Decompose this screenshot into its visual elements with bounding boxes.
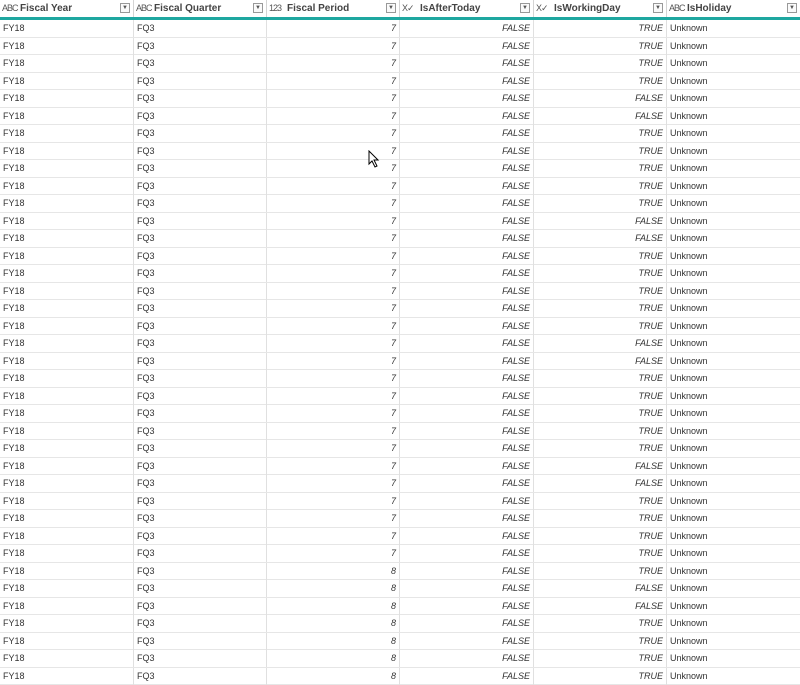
cell-fiscal-quarter[interactable]: FQ3 [134, 598, 267, 615]
table-row[interactable] [0, 213, 800, 231]
cell-fiscal-quarter[interactable]: FQ3 [134, 528, 267, 545]
cell-is-working-day[interactable]: FALSE [534, 458, 667, 475]
number-type-icon[interactable]: 123 [269, 0, 281, 17]
cell-is-holiday[interactable]: Unknown [667, 300, 800, 317]
cell-is-holiday[interactable]: Unknown [667, 108, 800, 125]
cell-fiscal-year[interactable]: FY18 [0, 125, 134, 142]
cell-fiscal-quarter[interactable]: FQ3 [134, 55, 267, 72]
column-header-fiscal-period[interactable] [267, 0, 400, 17]
cell-fiscal-year[interactable]: FY18 [0, 598, 134, 615]
table-row[interactable] [0, 335, 800, 353]
filter-dropdown-icon[interactable]: ▼ [787, 3, 797, 13]
cell-is-working-day[interactable]: FALSE [534, 475, 667, 492]
cell-is-after-today[interactable]: FALSE [400, 545, 534, 562]
cell-is-holiday[interactable]: Unknown [667, 248, 800, 265]
cell-is-holiday[interactable]: Unknown [667, 475, 800, 492]
cell-is-working-day[interactable]: TRUE [534, 370, 667, 387]
column-header-is-after-today[interactable] [400, 0, 534, 17]
cell-fiscal-period[interactable]: 7 [267, 213, 400, 230]
cell-fiscal-period[interactable]: 7 [267, 335, 400, 352]
cell-fiscal-period[interactable]: 8 [267, 580, 400, 597]
cell-is-holiday[interactable]: Unknown [667, 580, 800, 597]
cell-is-after-today[interactable]: FALSE [400, 160, 534, 177]
table-row[interactable] [0, 405, 800, 423]
cell-is-working-day[interactable]: TRUE [534, 563, 667, 580]
cell-is-after-today[interactable]: FALSE [400, 353, 534, 370]
cell-is-holiday[interactable]: Unknown [667, 195, 800, 212]
cell-fiscal-quarter[interactable]: FQ3 [134, 265, 267, 282]
cell-fiscal-year[interactable]: FY18 [0, 668, 134, 685]
cell-is-holiday[interactable]: Unknown [667, 615, 800, 632]
cell-is-holiday[interactable]: Unknown [667, 388, 800, 405]
cell-is-holiday[interactable]: Unknown [667, 528, 800, 545]
cell-fiscal-quarter[interactable]: FQ3 [134, 650, 267, 667]
cell-is-after-today[interactable]: FALSE [400, 493, 534, 510]
cell-fiscal-period[interactable]: 7 [267, 475, 400, 492]
cell-fiscal-quarter[interactable]: FQ3 [134, 668, 267, 685]
cell-fiscal-year[interactable]: FY18 [0, 493, 134, 510]
cell-is-holiday[interactable]: Unknown [667, 598, 800, 615]
cell-is-after-today[interactable]: FALSE [400, 580, 534, 597]
column-header-label: IsWorkingDay [554, 0, 621, 17]
cell-is-after-today[interactable]: FALSE [400, 563, 534, 580]
column-header-label: Fiscal Quarter [154, 0, 221, 17]
text-type-icon[interactable]: ABC [669, 0, 685, 17]
cell-fiscal-period[interactable]: 7 [267, 160, 400, 177]
cell-is-holiday[interactable]: Unknown [667, 73, 800, 90]
cell-is-working-day[interactable]: TRUE [534, 160, 667, 177]
cell-is-working-day[interactable]: TRUE [534, 248, 667, 265]
table-row[interactable] [0, 90, 800, 108]
cell-fiscal-period[interactable]: 7 [267, 73, 400, 90]
table-row[interactable] [0, 55, 800, 73]
table-row[interactable] [0, 178, 800, 196]
cell-is-after-today[interactable]: FALSE [400, 405, 534, 422]
cell-is-after-today[interactable]: FALSE [400, 370, 534, 387]
table-row[interactable] [0, 615, 800, 633]
cell-fiscal-quarter[interactable]: FQ3 [134, 353, 267, 370]
cell-is-working-day[interactable]: FALSE [534, 353, 667, 370]
cell-fiscal-period[interactable]: 7 [267, 370, 400, 387]
grid-body [0, 20, 800, 685]
cell-fiscal-year[interactable]: FY18 [0, 580, 134, 597]
cell-is-working-day[interactable]: FALSE [534, 213, 667, 230]
table-row[interactable] [0, 563, 800, 581]
logical-type-icon[interactable]: X✓ [402, 0, 414, 17]
cell-fiscal-period[interactable]: 8 [267, 615, 400, 632]
cell-fiscal-period[interactable]: 7 [267, 20, 400, 37]
cell-fiscal-period[interactable]: 7 [267, 108, 400, 125]
cell-is-holiday[interactable]: Unknown [667, 265, 800, 282]
cell-is-after-today[interactable]: FALSE [400, 125, 534, 142]
cell-fiscal-year[interactable]: FY18 [0, 353, 134, 370]
cell-is-after-today[interactable]: FALSE [400, 510, 534, 527]
table-row[interactable] [0, 20, 800, 38]
cell-fiscal-period[interactable]: 8 [267, 563, 400, 580]
cell-fiscal-period[interactable]: 7 [267, 388, 400, 405]
cell-fiscal-period[interactable]: 7 [267, 458, 400, 475]
cell-is-working-day[interactable]: TRUE [534, 318, 667, 335]
cell-fiscal-year[interactable]: FY18 [0, 545, 134, 562]
cell-is-working-day[interactable]: TRUE [534, 650, 667, 667]
column-header-is-working-day[interactable] [534, 0, 667, 17]
cell-fiscal-quarter[interactable]: FQ3 [134, 20, 267, 37]
cell-fiscal-year[interactable]: FY18 [0, 458, 134, 475]
cell-fiscal-period[interactable]: 7 [267, 55, 400, 72]
cell-fiscal-year[interactable]: FY18 [0, 615, 134, 632]
cell-is-working-day[interactable]: TRUE [534, 528, 667, 545]
table-row[interactable] [0, 423, 800, 441]
column-header-is-holiday[interactable] [667, 0, 800, 17]
cell-is-holiday[interactable]: Unknown [667, 213, 800, 230]
table-row[interactable] [0, 633, 800, 651]
cell-fiscal-period[interactable]: 7 [267, 283, 400, 300]
text-type-icon[interactable]: ABC [2, 0, 18, 17]
cell-is-holiday[interactable]: Unknown [667, 230, 800, 247]
cell-fiscal-quarter[interactable]: FQ3 [134, 160, 267, 177]
cell-is-holiday[interactable]: Unknown [667, 370, 800, 387]
cell-fiscal-quarter[interactable]: FQ3 [134, 248, 267, 265]
cell-fiscal-period[interactable]: 7 [267, 265, 400, 282]
cell-is-after-today[interactable]: FALSE [400, 178, 534, 195]
cell-is-holiday[interactable]: Unknown [667, 38, 800, 55]
column-header-label: IsHoliday [687, 0, 731, 17]
cell-fiscal-period[interactable]: 7 [267, 248, 400, 265]
cell-is-after-today[interactable]: FALSE [400, 38, 534, 55]
cell-fiscal-quarter[interactable]: FQ3 [134, 90, 267, 107]
table-row[interactable] [0, 125, 800, 143]
column-header-fiscal-quarter[interactable] [134, 0, 267, 17]
cell-fiscal-year[interactable]: FY18 [0, 143, 134, 160]
cell-fiscal-period[interactable]: 7 [267, 423, 400, 440]
cell-fiscal-year[interactable]: FY18 [0, 248, 134, 265]
cell-fiscal-year[interactable]: FY18 [0, 265, 134, 282]
table-row[interactable] [0, 370, 800, 388]
table-row[interactable] [0, 458, 800, 476]
cell-is-after-today[interactable]: FALSE [400, 668, 534, 685]
cell-fiscal-quarter[interactable]: FQ3 [134, 283, 267, 300]
cell-is-holiday[interactable]: Unknown [667, 650, 800, 667]
table-row[interactable] [0, 160, 800, 178]
cell-is-working-day[interactable]: FALSE [534, 230, 667, 247]
filter-dropdown-icon[interactable]: ▼ [520, 3, 530, 13]
cell-fiscal-period[interactable]: 8 [267, 633, 400, 650]
cell-is-after-today[interactable]: FALSE [400, 615, 534, 632]
table-row[interactable] [0, 195, 800, 213]
table-row[interactable] [0, 143, 800, 161]
cell-is-working-day[interactable]: TRUE [534, 388, 667, 405]
cell-fiscal-quarter[interactable]: FQ3 [134, 195, 267, 212]
cell-is-holiday[interactable]: Unknown [667, 668, 800, 685]
cell-is-working-day[interactable]: TRUE [534, 300, 667, 317]
cell-fiscal-year[interactable]: FY18 [0, 510, 134, 527]
cell-fiscal-year[interactable]: FY18 [0, 283, 134, 300]
cell-fiscal-year[interactable]: FY18 [0, 178, 134, 195]
cell-is-working-day[interactable]: TRUE [534, 283, 667, 300]
cell-fiscal-quarter[interactable]: FQ3 [134, 300, 267, 317]
cell-is-working-day[interactable]: TRUE [534, 178, 667, 195]
cell-fiscal-year[interactable]: FY18 [0, 370, 134, 387]
cell-fiscal-quarter[interactable]: FQ3 [134, 545, 267, 562]
cell-fiscal-year[interactable]: FY18 [0, 528, 134, 545]
cell-fiscal-period[interactable]: 8 [267, 598, 400, 615]
cell-fiscal-year[interactable]: FY18 [0, 38, 134, 55]
cell-fiscal-year[interactable]: FY18 [0, 423, 134, 440]
cell-is-working-day[interactable]: TRUE [534, 38, 667, 55]
cell-fiscal-year[interactable]: FY18 [0, 160, 134, 177]
cell-fiscal-period[interactable]: 8 [267, 668, 400, 685]
table-row[interactable] [0, 248, 800, 266]
cell-is-holiday[interactable]: Unknown [667, 633, 800, 650]
cell-is-after-today[interactable]: FALSE [400, 143, 534, 160]
cell-is-working-day[interactable]: FALSE [534, 108, 667, 125]
cell-is-holiday[interactable]: Unknown [667, 55, 800, 72]
cell-is-after-today[interactable]: FALSE [400, 528, 534, 545]
cell-fiscal-period[interactable]: 7 [267, 90, 400, 107]
cell-fiscal-quarter[interactable]: FQ3 [134, 580, 267, 597]
cell-is-working-day[interactable]: TRUE [534, 405, 667, 422]
column-header-label: IsAfterToday [420, 0, 480, 17]
filter-dropdown-icon[interactable]: ▼ [386, 3, 396, 13]
cell-fiscal-quarter[interactable]: FQ3 [134, 633, 267, 650]
cell-fiscal-year[interactable]: FY18 [0, 335, 134, 352]
cell-fiscal-year[interactable]: FY18 [0, 563, 134, 580]
cell-is-after-today[interactable]: FALSE [400, 423, 534, 440]
cell-is-working-day[interactable]: TRUE [534, 633, 667, 650]
cell-fiscal-quarter[interactable]: FQ3 [134, 563, 267, 580]
cell-fiscal-quarter[interactable]: FQ3 [134, 493, 267, 510]
cell-fiscal-quarter[interactable]: FQ3 [134, 213, 267, 230]
column-header-label: Fiscal Period [287, 0, 349, 17]
cell-is-holiday[interactable]: Unknown [667, 283, 800, 300]
cell-is-after-today[interactable]: FALSE [400, 335, 534, 352]
cell-fiscal-year[interactable]: FY18 [0, 300, 134, 317]
cell-is-working-day[interactable]: TRUE [534, 493, 667, 510]
cell-fiscal-year[interactable]: FY18 [0, 73, 134, 90]
cell-is-after-today[interactable]: FALSE [400, 318, 534, 335]
cell-fiscal-period[interactable]: 7 [267, 510, 400, 527]
cell-is-working-day[interactable]: TRUE [534, 615, 667, 632]
cell-is-after-today[interactable]: FALSE [400, 195, 534, 212]
cell-fiscal-period[interactable]: 8 [267, 650, 400, 667]
cell-is-holiday[interactable]: Unknown [667, 125, 800, 142]
cell-is-working-day[interactable]: FALSE [534, 598, 667, 615]
cell-is-holiday[interactable]: Unknown [667, 20, 800, 37]
cell-is-holiday[interactable]: Unknown [667, 545, 800, 562]
cell-fiscal-year[interactable]: FY18 [0, 440, 134, 457]
cell-fiscal-year[interactable]: FY18 [0, 650, 134, 667]
table-row[interactable] [0, 300, 800, 318]
cell-fiscal-quarter[interactable]: FQ3 [134, 388, 267, 405]
cell-is-after-today[interactable]: FALSE [400, 440, 534, 457]
cell-fiscal-quarter[interactable]: FQ3 [134, 38, 267, 55]
cell-fiscal-quarter[interactable]: FQ3 [134, 405, 267, 422]
cell-is-after-today[interactable]: FALSE [400, 73, 534, 90]
cell-fiscal-year[interactable]: FY18 [0, 213, 134, 230]
table-row[interactable] [0, 528, 800, 546]
cell-fiscal-quarter[interactable]: FQ3 [134, 370, 267, 387]
cell-is-holiday[interactable]: Unknown [667, 440, 800, 457]
cell-is-after-today[interactable]: FALSE [400, 213, 534, 230]
cell-fiscal-period[interactable]: 7 [267, 405, 400, 422]
cell-fiscal-period[interactable]: 7 [267, 230, 400, 247]
table-row[interactable] [0, 668, 800, 685]
cell-is-working-day[interactable]: FALSE [534, 580, 667, 597]
cell-fiscal-year[interactable]: FY18 [0, 318, 134, 335]
cell-is-holiday[interactable]: Unknown [667, 423, 800, 440]
cell-is-after-today[interactable]: FALSE [400, 458, 534, 475]
cell-is-after-today[interactable]: FALSE [400, 650, 534, 667]
table-row[interactable] [0, 73, 800, 91]
cell-is-after-today[interactable]: FALSE [400, 598, 534, 615]
cell-is-after-today[interactable]: FALSE [400, 283, 534, 300]
cell-is-holiday[interactable]: Unknown [667, 405, 800, 422]
cell-is-after-today[interactable]: FALSE [400, 108, 534, 125]
cell-fiscal-period[interactable]: 7 [267, 125, 400, 142]
cell-fiscal-quarter[interactable]: FQ3 [134, 423, 267, 440]
cell-fiscal-period[interactable]: 7 [267, 178, 400, 195]
cell-fiscal-quarter[interactable]: FQ3 [134, 458, 267, 475]
cell-fiscal-year[interactable]: FY18 [0, 475, 134, 492]
cell-is-working-day[interactable]: TRUE [534, 265, 667, 282]
cell-is-working-day[interactable]: FALSE [534, 90, 667, 107]
cell-fiscal-year[interactable]: FY18 [0, 405, 134, 422]
cell-is-working-day[interactable]: TRUE [534, 55, 667, 72]
table-row[interactable] [0, 650, 800, 668]
cell-fiscal-year[interactable]: FY18 [0, 195, 134, 212]
cell-is-holiday[interactable]: Unknown [667, 493, 800, 510]
cell-fiscal-quarter[interactable]: FQ3 [134, 335, 267, 352]
cell-fiscal-period[interactable]: 7 [267, 493, 400, 510]
cell-fiscal-period[interactable]: 7 [267, 545, 400, 562]
table-row[interactable] [0, 353, 800, 371]
cell-is-working-day[interactable]: TRUE [534, 668, 667, 685]
logical-type-icon[interactable]: X✓ [536, 0, 548, 17]
cell-fiscal-year[interactable]: FY18 [0, 388, 134, 405]
cell-is-after-today[interactable]: FALSE [400, 20, 534, 37]
cell-is-working-day[interactable]: TRUE [534, 510, 667, 527]
cell-fiscal-quarter[interactable]: FQ3 [134, 510, 267, 527]
table-row[interactable] [0, 265, 800, 283]
cell-is-holiday[interactable]: Unknown [667, 335, 800, 352]
cell-fiscal-year[interactable]: FY18 [0, 90, 134, 107]
cell-fiscal-quarter[interactable]: FQ3 [134, 178, 267, 195]
filter-dropdown-icon[interactable]: ▼ [120, 3, 130, 13]
cell-fiscal-period[interactable]: 7 [267, 353, 400, 370]
cell-fiscal-year[interactable]: FY18 [0, 230, 134, 247]
cell-fiscal-period[interactable]: 7 [267, 143, 400, 160]
cell-fiscal-quarter[interactable]: FQ3 [134, 440, 267, 457]
cell-fiscal-year[interactable]: FY18 [0, 20, 134, 37]
filter-dropdown-icon[interactable]: ▼ [253, 3, 263, 13]
cell-is-holiday[interactable]: Unknown [667, 353, 800, 370]
table-row[interactable] [0, 108, 800, 126]
cell-is-after-today[interactable]: FALSE [400, 90, 534, 107]
cell-fiscal-period[interactable]: 7 [267, 528, 400, 545]
cell-fiscal-year[interactable]: FY18 [0, 633, 134, 650]
table-row[interactable] [0, 283, 800, 301]
cell-is-working-day[interactable]: TRUE [534, 20, 667, 37]
cell-fiscal-quarter[interactable]: FQ3 [134, 475, 267, 492]
cell-is-holiday[interactable]: Unknown [667, 143, 800, 160]
cell-fiscal-quarter[interactable]: FQ3 [134, 143, 267, 160]
cell-is-working-day[interactable]: TRUE [534, 143, 667, 160]
cell-fiscal-year[interactable]: FY18 [0, 108, 134, 125]
cell-is-after-today[interactable]: FALSE [400, 300, 534, 317]
cell-is-after-today[interactable]: FALSE [400, 230, 534, 247]
filter-dropdown-icon[interactable]: ▼ [653, 3, 663, 13]
cell-fiscal-quarter[interactable]: FQ3 [134, 125, 267, 142]
table-row[interactable] [0, 388, 800, 406]
cell-is-working-day[interactable]: TRUE [534, 423, 667, 440]
cell-is-holiday[interactable]: Unknown [667, 90, 800, 107]
cell-fiscal-year[interactable]: FY18 [0, 55, 134, 72]
column-header-label: Fiscal Year [20, 0, 72, 17]
cell-is-holiday[interactable]: Unknown [667, 318, 800, 335]
table-row[interactable] [0, 38, 800, 56]
table-row[interactable] [0, 318, 800, 336]
cell-fiscal-quarter[interactable]: FQ3 [134, 73, 267, 90]
cell-is-after-today[interactable]: FALSE [400, 265, 534, 282]
cell-is-working-day[interactable]: TRUE [534, 125, 667, 142]
table-row[interactable] [0, 510, 800, 528]
cell-fiscal-period[interactable]: 7 [267, 195, 400, 212]
cell-fiscal-quarter[interactable]: FQ3 [134, 230, 267, 247]
cell-is-holiday[interactable]: Unknown [667, 510, 800, 527]
table-row[interactable] [0, 580, 800, 598]
table-row[interactable] [0, 598, 800, 616]
cell-fiscal-quarter[interactable]: FQ3 [134, 318, 267, 335]
cell-is-working-day[interactable]: TRUE [534, 545, 667, 562]
cell-is-holiday[interactable]: Unknown [667, 458, 800, 475]
text-type-icon[interactable]: ABC [136, 0, 152, 17]
cell-fiscal-period[interactable]: 7 [267, 300, 400, 317]
cell-is-holiday[interactable]: Unknown [667, 160, 800, 177]
cell-is-working-day[interactable]: TRUE [534, 195, 667, 212]
table-row[interactable] [0, 440, 800, 458]
table-row[interactable] [0, 475, 800, 493]
cell-is-working-day[interactable]: FALSE [534, 335, 667, 352]
cell-fiscal-quarter[interactable]: FQ3 [134, 108, 267, 125]
table-row[interactable] [0, 545, 800, 563]
table-row[interactable] [0, 493, 800, 511]
cell-fiscal-period[interactable]: 7 [267, 38, 400, 55]
cell-is-after-today[interactable]: FALSE [400, 633, 534, 650]
cell-is-after-today[interactable]: FALSE [400, 248, 534, 265]
column-header-row [0, 0, 800, 17]
cell-is-after-today[interactable]: FALSE [400, 388, 534, 405]
mouse-cursor-icon [368, 150, 380, 168]
column-header-fiscal-year[interactable] [0, 0, 134, 17]
cell-fiscal-quarter[interactable]: FQ3 [134, 615, 267, 632]
cell-is-holiday[interactable]: Unknown [667, 178, 800, 195]
cell-fiscal-period[interactable]: 7 [267, 440, 400, 457]
cell-fiscal-period[interactable]: 7 [267, 318, 400, 335]
cell-is-after-today[interactable]: FALSE [400, 475, 534, 492]
cell-is-after-today[interactable]: FALSE [400, 55, 534, 72]
cell-is-working-day[interactable]: TRUE [534, 73, 667, 90]
cell-is-working-day[interactable]: TRUE [534, 440, 667, 457]
cell-is-holiday[interactable]: Unknown [667, 563, 800, 580]
table-row[interactable] [0, 230, 800, 248]
